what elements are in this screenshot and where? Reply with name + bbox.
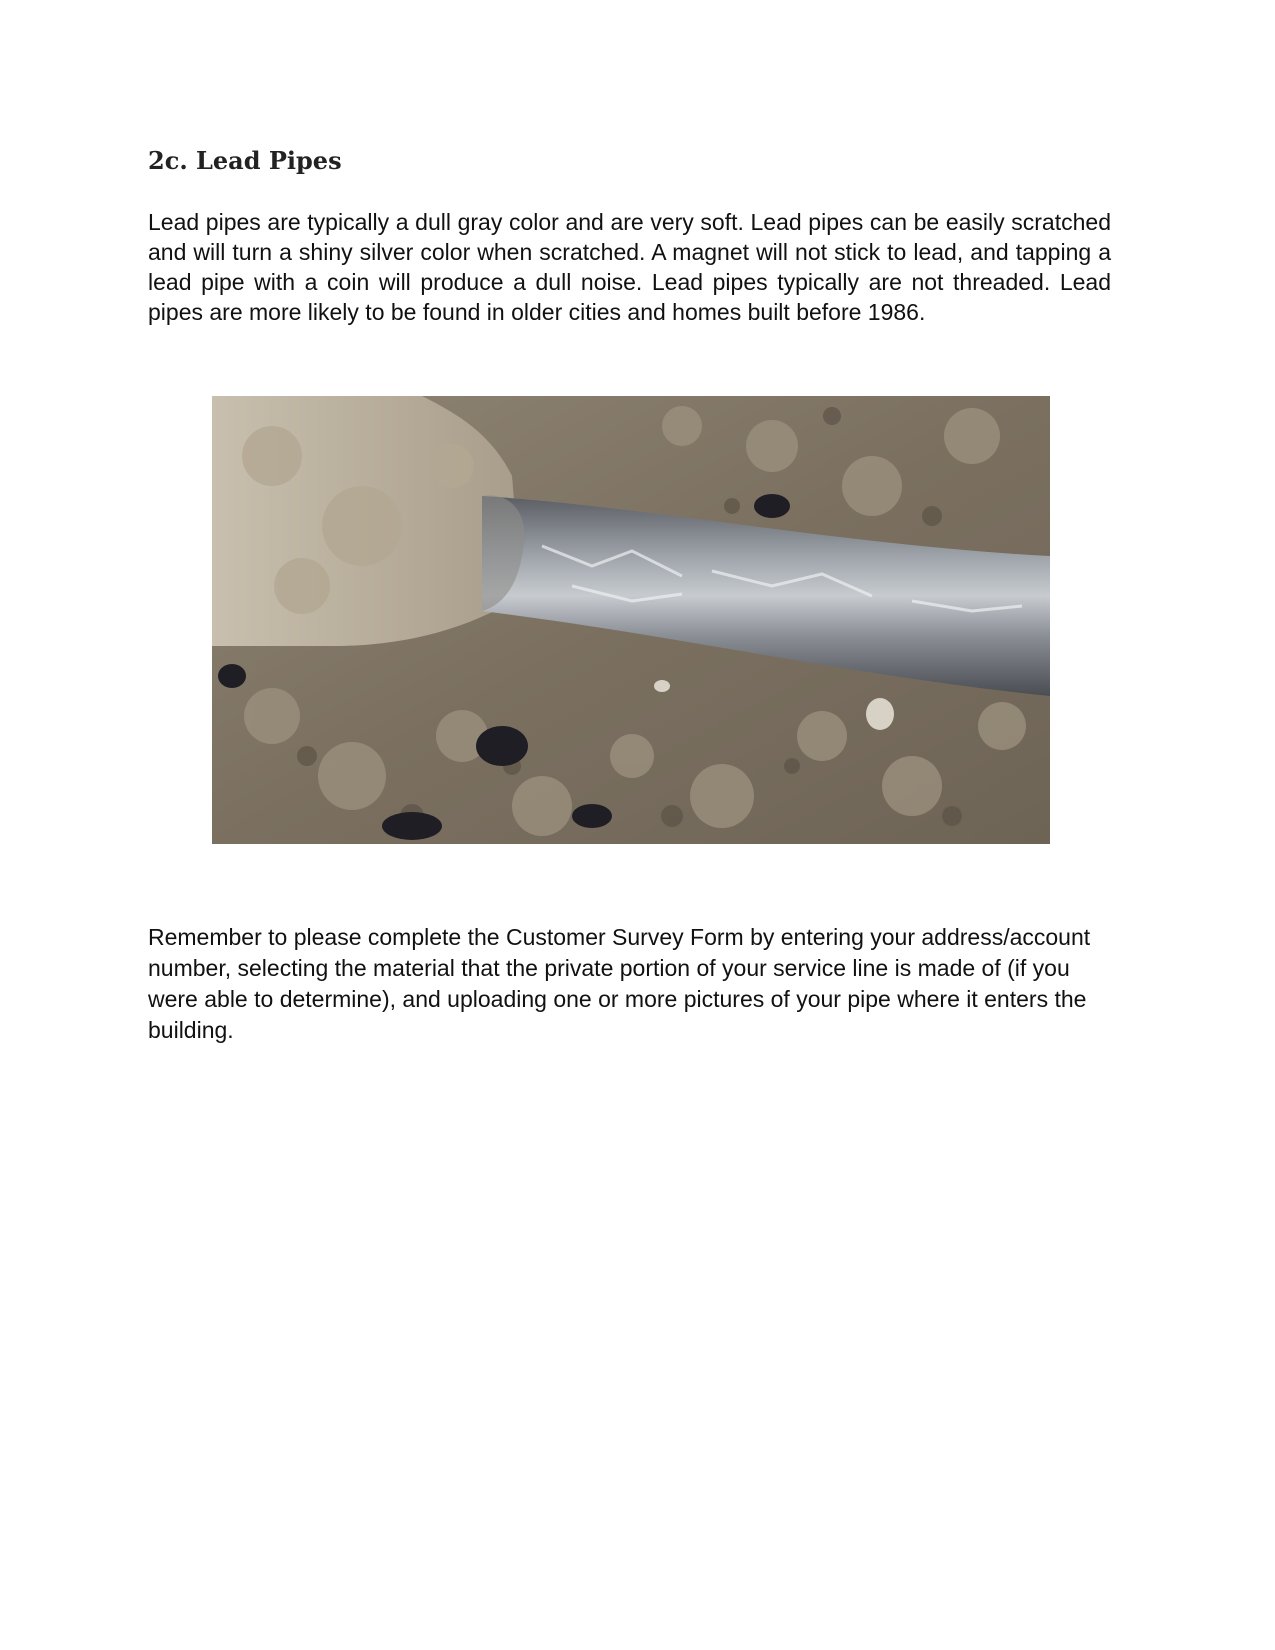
- survey-reminder: Remember to please complete the Customer Survey Form by entering your address/account number, selecting the material that the private portion of your service line is made of (if you were able to determine), and uploading one or more pictures of your pipe where it enters the building.: [148, 924, 1091, 1043]
- section-heading: 2c. Lead Pipes: [148, 146, 342, 175]
- lead-pipes-description: Lead pipes are typically a dull gray color and are very soft. Lead pipes can be easily scratched and will turn a shiny silver color when scratched. A magnet will not stick to lead, and tapping a lead pipe with a coin will produce a dull noise. Lead pipes typically are not threaded. Lead pipes are more likely to be found in older cities and homes built before 1986.: [148, 209, 1111, 325]
- lead-pipe-photo-icon: [212, 396, 1050, 844]
- lead-pipe-photo: [212, 396, 1050, 844]
